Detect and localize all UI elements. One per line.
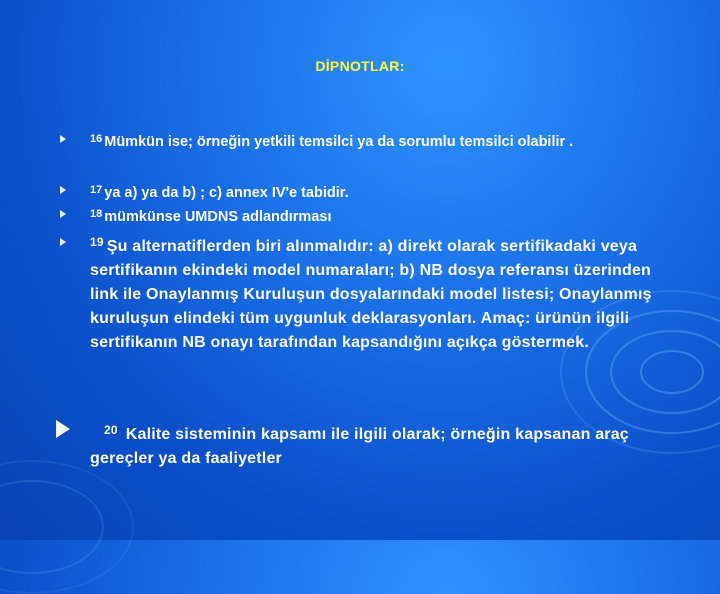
page-title: DİPNOTLAR: — [315, 58, 405, 74]
footnote-number: 16 — [90, 133, 103, 145]
footnote-number: 20 — [104, 423, 118, 437]
footnote-text: Mümkün ise; örneğin yetkili temsilci ya da sorumlu temsilci olabilir . — [104, 134, 574, 150]
footnote-body — [90, 181, 680, 202]
footnote-body — [90, 418, 680, 471]
footnote-body — [90, 205, 680, 226]
footnote-number: 19 — [90, 235, 104, 249]
arrow-bullet-icon — [60, 135, 66, 143]
arrow-bullet-icon — [60, 186, 66, 194]
footnote-number: 18 — [90, 208, 103, 220]
footnote-text: mümkünse UMDNS adlandırması — [104, 209, 332, 225]
arrow-bullet-icon — [56, 420, 70, 438]
footnote-body — [90, 130, 680, 151]
footnote-text: Kalite sisteminin kapsamı ile ilgili olarak; örneğin kapsanan araç gereçler ya da faaliyetler — [90, 426, 629, 467]
footnote-text: ya a) ya da b) ; c) annex IV'e tabidir. — [104, 185, 349, 201]
footnote-number: 17 — [90, 184, 103, 196]
footnote-text: Şu alternatiflerden biri alınmalıdır: a) direkt olarak sertifikadaki veya sertifikanın ekindeki model numaraları; b) NB dosya referansı üzerinden link ile Onaylanmış Kuruluşun dosyalarındaki model listesi; Onaylanmış kuruluşun elindeki tüm uygunluk deklarasyonları. Amaç: ürünün ilgili sertifikanın NB onayı tarafından kapsandığını açıkça göstermek. — [90, 238, 652, 351]
footnote-body — [90, 230, 680, 355]
arrow-bullet-icon — [60, 238, 66, 246]
arrow-bullet-icon — [60, 210, 66, 218]
